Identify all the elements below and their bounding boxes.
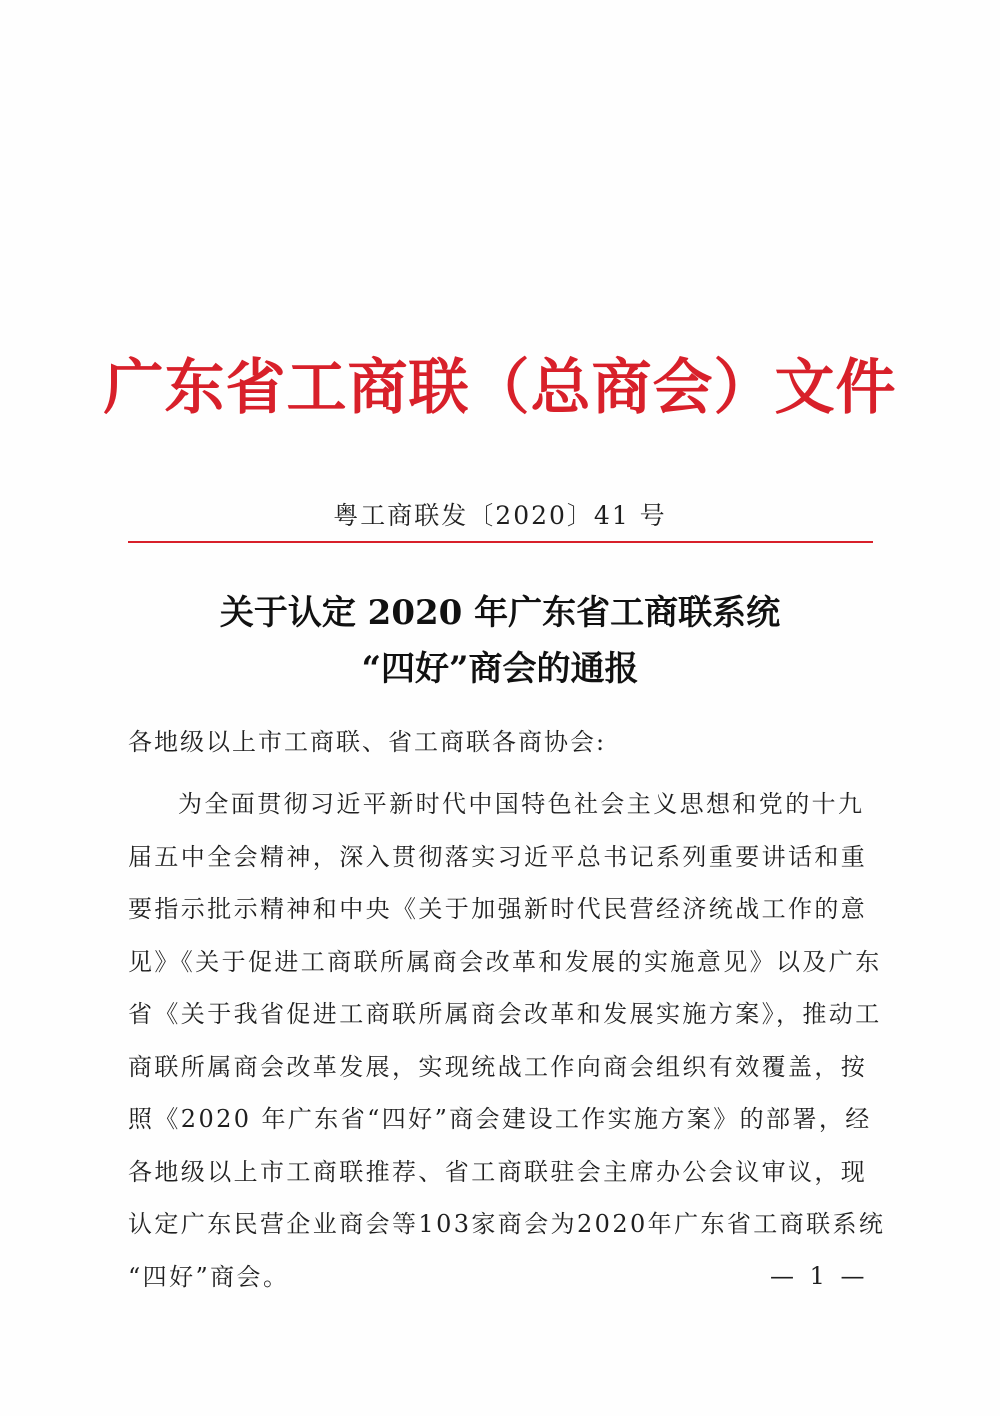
subject-line-1: 关于认定 2020 年广东省工商联系统 — [219, 593, 781, 633]
body-line: 届五中全会精神，深入贯彻落实习近平总书记系列重要讲话和重 — [128, 842, 868, 871]
body-line: 各地级以上市工商联推荐、省工商联驻会主席办公会议审议，现 — [128, 1157, 868, 1186]
body-line: 认定广东民营企业商会等103家商会为2020年广东省工商联系统 — [128, 1210, 886, 1238]
document-subject — [0, 585, 1000, 697]
red-divider-line — [128, 541, 873, 543]
page-number: — 1 — — [770, 1262, 869, 1290]
document-number: 粤工商联发〔2020〕41 号 — [333, 501, 667, 530]
body-line: 为全面贯彻习近平新时代中国特色社会主义思想和党的十九 — [178, 790, 865, 818]
document-header-title: 广东省工商联（总商会）文件 — [103, 353, 897, 423]
body-line: 见》《关于促进工商联所属商会改革和发展的实施意见》以及广东 — [128, 947, 882, 976]
body-line: 照《2020 年广东省“四好”商会建设工作实施方案》的部署，经 — [128, 1105, 872, 1133]
salutation: 各地级以上市工商联、省工商联各商协会: — [128, 728, 607, 756]
body-text — [128, 778, 886, 1303]
body-line: 商联所属商会改革发展，实现统战工作向商会组织有效覆盖，按 — [128, 1052, 868, 1081]
body-line: 要指示批示精神和中央《关于加强新时代民营经济统战工作的意 — [128, 895, 868, 923]
body-line: 省《关于我省促进工商联所属商会改革和发展实施方案》，推动工 — [128, 1000, 882, 1028]
subject-line-2: “四好”商会的通报 — [361, 649, 639, 689]
body-line: “四好”商会。 — [128, 1262, 290, 1291]
